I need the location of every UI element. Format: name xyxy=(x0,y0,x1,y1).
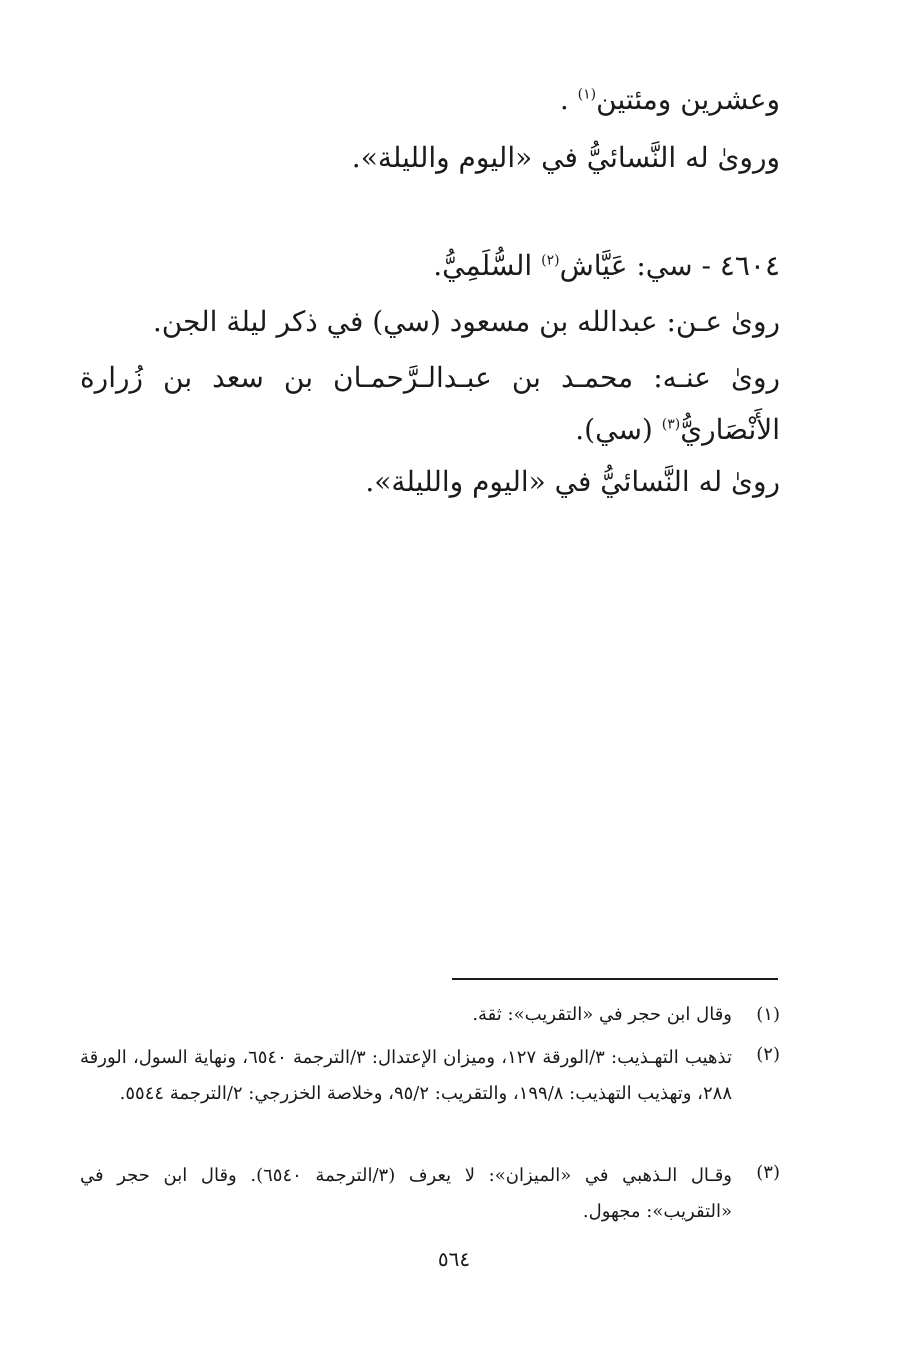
footnote-number: (٣) xyxy=(756,1162,780,1183)
footnote-divider xyxy=(452,978,778,980)
footnote-text: وقال ابن حجر في «التقريب»: ثقة. xyxy=(472,1004,732,1025)
footnote-text: تذهيب التهـذيب: ٣/الورقة ١٢٧، وميزان الإعتدال: ٣/الترجمة ٦٥٤٠، ونهاية السول، الورقة ٢٨٨، وتهذيب التهذيب: ١٩٩/٨، والتقريب: ٩٥/٢، وخلاصة الخزرجي: ٢/الترجمة ٥٥٤٤. xyxy=(80,1047,732,1104)
line-1-text: وعشرين ومئتين xyxy=(596,83,780,116)
footnote-ref-2[interactable]: (٢) xyxy=(541,252,560,269)
footnote-2 xyxy=(80,1040,780,1112)
entry-number-and-name: ٤٦٠٤ - سي: عَيَّاش xyxy=(559,249,780,282)
line-6-text: الأَنْصَاريُّ xyxy=(680,413,780,446)
footnote-ref-1[interactable]: (١) xyxy=(577,86,597,103)
line-6-end: (سي). xyxy=(575,413,653,446)
text-line-1 xyxy=(80,80,780,120)
entry-nisba: السُّلَمِيُّ. xyxy=(433,249,533,282)
entry-heading xyxy=(80,246,780,286)
line-1-end: . xyxy=(559,83,569,116)
footnote-text: وقـال الـذهبي في «الميزان»: لا يعرف (٣/الترجمة ٦٥٤٠). وقال ابن حجر في «التقريب»: مجهول. xyxy=(80,1165,732,1222)
text-line-continuation xyxy=(80,410,780,450)
text-line-nasai: روىٰ له النَّسائيُّ في «اليوم والليلة». xyxy=(365,465,780,498)
footnote-1 xyxy=(80,1000,780,1030)
text-line-narrated-by: روىٰ عنـه: محمـد بن عبـدالـرَّحمـان بن سعد بن زُرارة xyxy=(80,361,780,394)
page-number: ٥٦٤ xyxy=(437,1247,471,1271)
text-line-narrated-from: روىٰ عـن: عبدالله بن مسعود (سي) في ذكر ليلة الجن. xyxy=(152,305,780,338)
footnote-3 xyxy=(80,1158,780,1230)
text-line-2: وروىٰ له النَّسائيُّ في «اليوم والليلة». xyxy=(351,141,780,174)
footnote-number: (٢) xyxy=(756,1044,780,1065)
footnote-ref-3[interactable]: (٣) xyxy=(661,416,681,433)
footnote-number: (١) xyxy=(756,1004,780,1025)
